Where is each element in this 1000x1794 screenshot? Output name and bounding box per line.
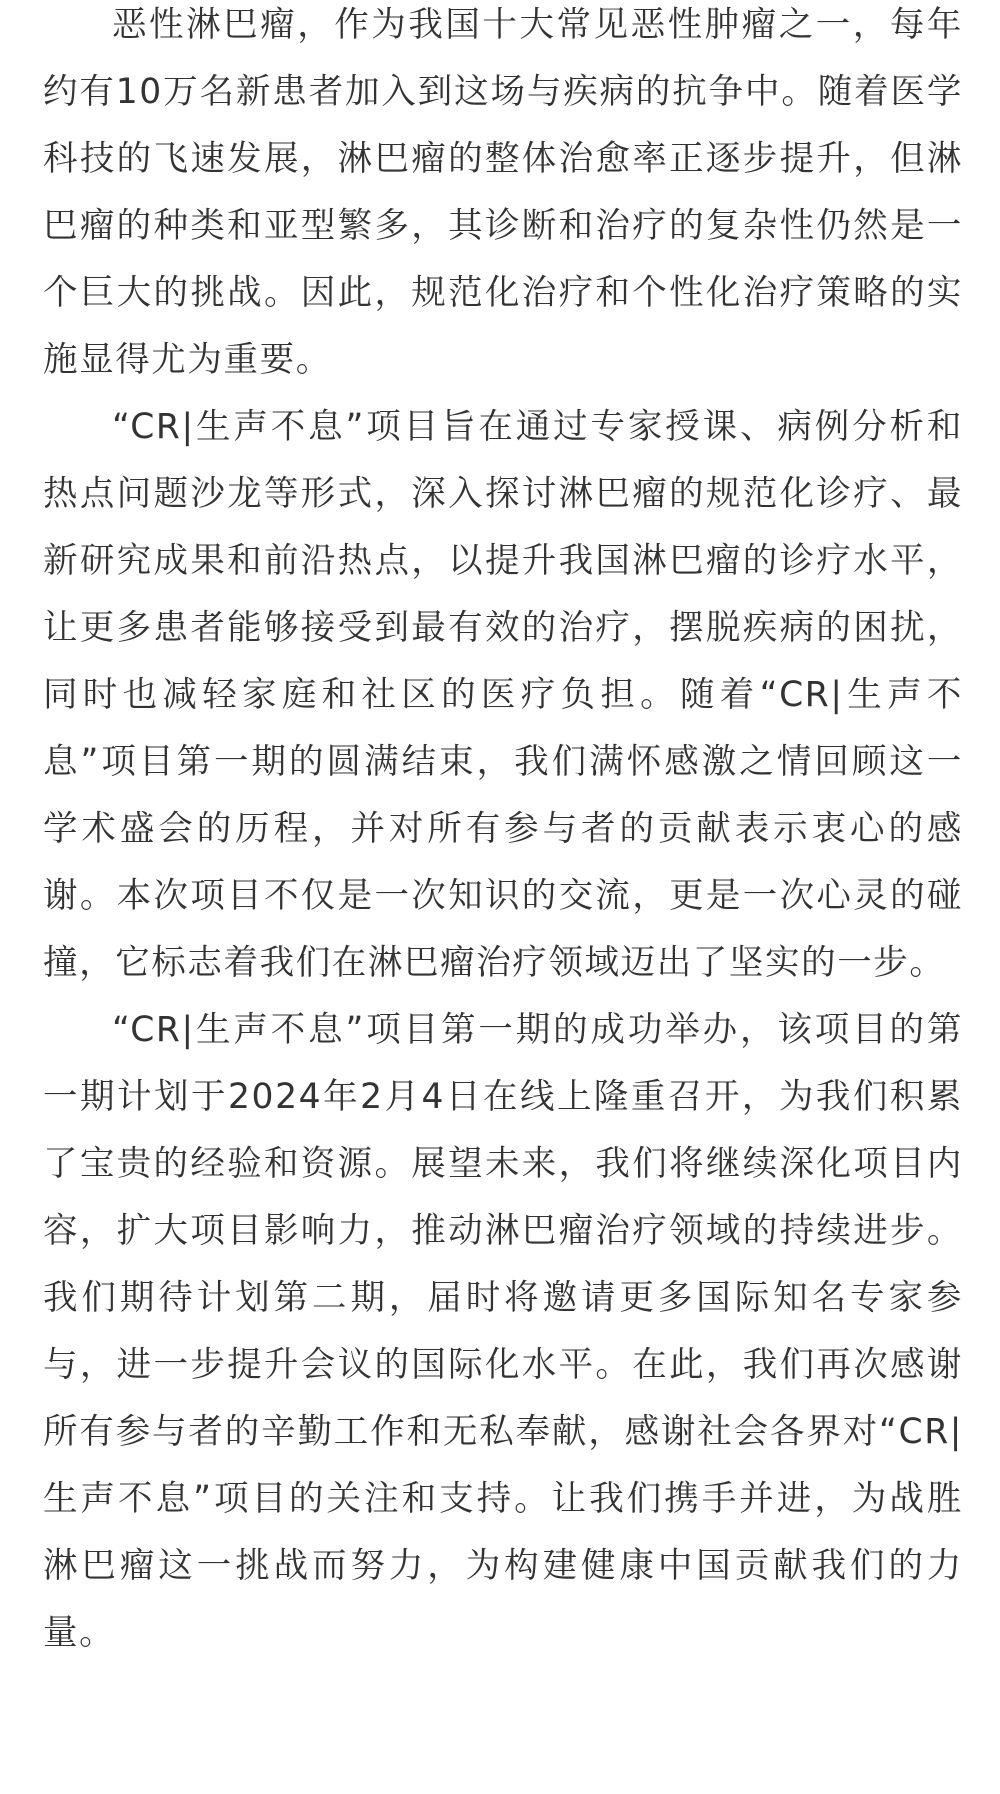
- paragraph-outlook: “CR|生声不息”项目第一期的成功举办，该项目的第一期计划于2024年2月4日在线上隆重召开，为我们积累了宝贵的经验和资源。展望未来，我们将继续深化项目内容，扩大项目影响力，推动淋巴瘤治疗领域的持续进步。我们期待计划第二期，届时将邀请更多国际知名专家参与，进一步提升会议的国际化水平。在此，我们再次感谢所有参与者的辛勤工作和无私奉献，感谢社会各界对“CR|生声不息”项目的关注和支持。让我们携手并进，为战胜淋巴瘤这一挑战而努力，为构建健康中国贡献我们的力量。: [43, 1010, 963, 1653]
- paragraph-intro: 恶性淋巴瘤，作为我国十大常见恶性肿瘤之一，每年约有10万名新患者加入到这场与疾病的抗争中。随着医学科技的飞速发展，淋巴瘤的整体治愈率正逐步提升，但淋巴瘤的种类和亚型繁多，其诊断和治疗的复杂性仍然是一个巨大的挑战。因此，规范化治疗和个性化治疗策略的实施显得尤为重要。: [43, 5, 963, 380]
- article-body: [43, 0, 963, 1667]
- paragraph-project-goals: “CR|生声不息”项目旨在通过专家授课、病例分析和热点问题沙龙等形式，深入探讨淋巴瘤的规范化诊疗、最新研究成果和前沿热点，以提升我国淋巴瘤的诊疗水平，让更多患者能够接受到最有效的治疗，摆脱疾病的困扰，同时也减轻家庭和社区的医疗负担。随着“CR|生声不息”项目第一期的圆满结束，我们满怀感激之情回顾这一学术盛会的历程，并对所有参与者的贡献表示衷心的感谢。本次项目不仅是一次知识的交流，更是一次心灵的碰撞，它标志着我们在淋巴瘤治疗领域迈出了坚实的一步。: [43, 407, 963, 983]
